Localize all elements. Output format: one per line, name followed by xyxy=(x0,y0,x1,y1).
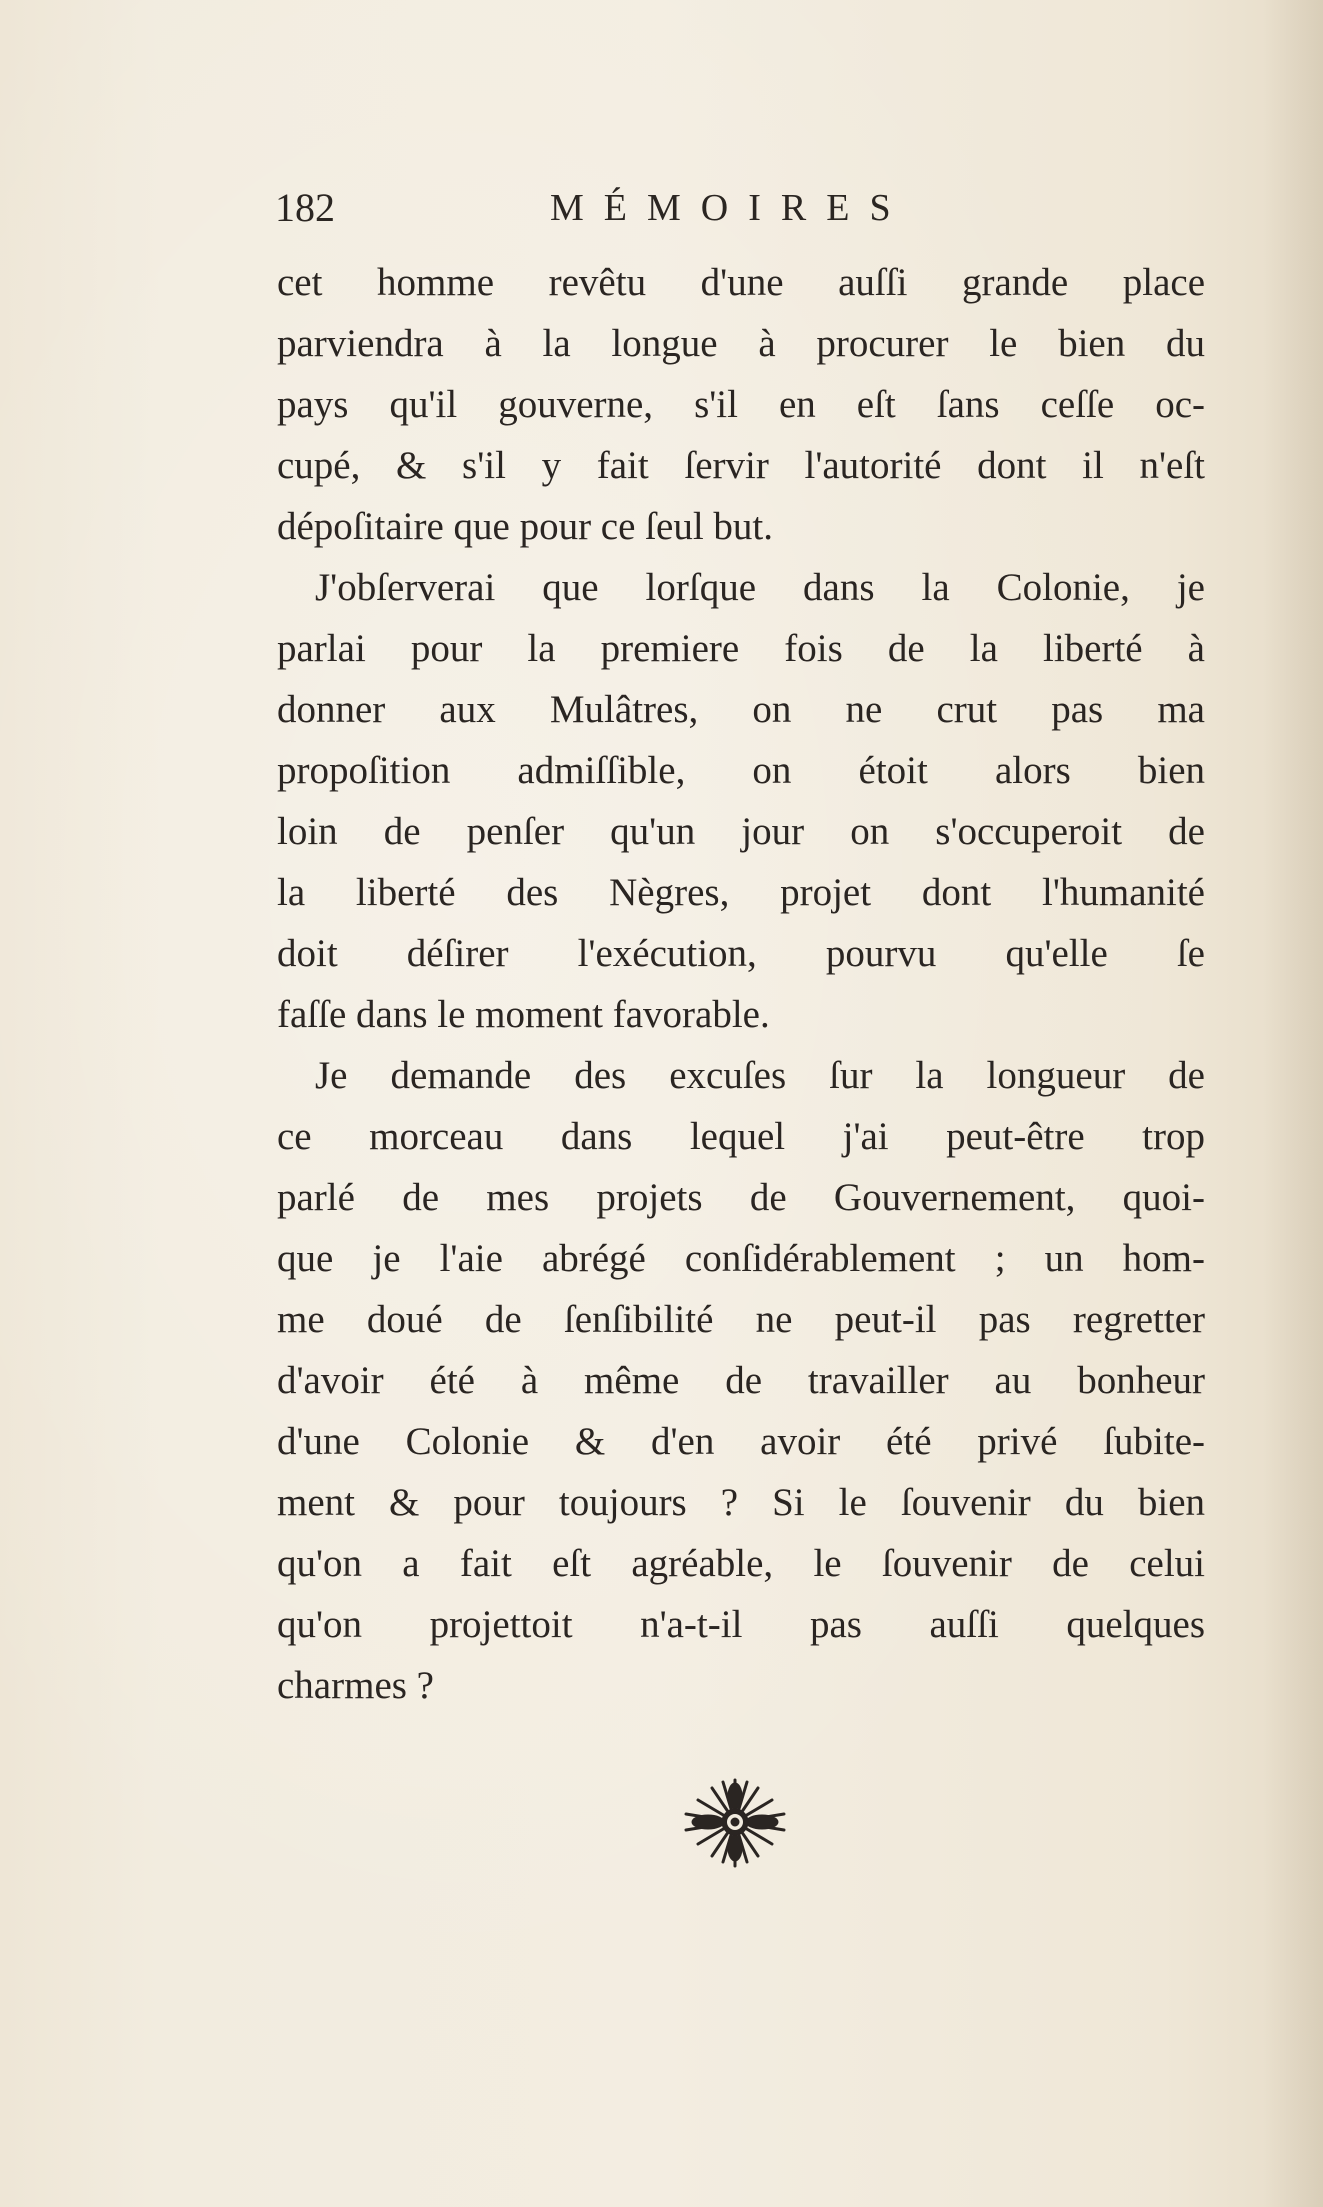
text-line: pays qu'il gouverne, s'il en eſt ſans ceſſe oc- xyxy=(277,383,1205,426)
text-line: qu'on a fait eſt agréable, le ſouvenir de celui xyxy=(277,1542,1205,1585)
body-text xyxy=(277,252,1205,1716)
floral-ornament-icon xyxy=(676,1772,794,1872)
text-line: parlai pour la premiere fois de la liberté à xyxy=(277,627,1205,670)
text-line: donner aux Mulâtres, on ne crut pas ma xyxy=(277,688,1205,731)
text-line: ment & pour toujours ? Si le ſouvenir du bien xyxy=(277,1481,1205,1524)
paragraph xyxy=(277,557,1205,1045)
text-line: la liberté des Nègres, projet dont l'humanité xyxy=(277,871,1205,914)
running-head xyxy=(275,178,975,238)
text-line: dépoſitaire que pour ce ſeul but. xyxy=(277,505,773,548)
header-title: MÉMOIRES xyxy=(550,187,911,229)
text-line: charmes ? xyxy=(277,1664,434,1707)
text-line: cupé, & s'il y fait ſervir l'autorité dont il n'eſt xyxy=(277,444,1205,487)
text-line: me doué de ſenſibilité ne peut-il pas regretter xyxy=(277,1298,1205,1341)
text-line: J'obſerverai que lorſque dans la Colonie, je xyxy=(315,566,1205,609)
text-line: doit déſirer l'exécution, pourvu qu'elle ſe xyxy=(277,932,1205,975)
text-line: propoſition admiſſible, on étoit alors bien xyxy=(277,749,1205,792)
paragraph xyxy=(277,252,1205,557)
page-number: 182 xyxy=(275,185,335,230)
text-line: loin de penſer qu'un jour on s'occuperoit de xyxy=(277,810,1205,853)
paragraph xyxy=(277,1045,1205,1716)
text-line: parlé de mes projets de Gouvernement, quoi- xyxy=(277,1176,1205,1219)
text-line: qu'on projettoit n'a-t-il pas auſſi quelques xyxy=(277,1603,1205,1646)
text-line: parviendra à la longue à procurer le bien du xyxy=(277,322,1205,365)
text-line: d'avoir été à même de travailler au bonheur xyxy=(277,1359,1205,1402)
text-line: ce morceau dans lequel j'ai peut-être trop xyxy=(277,1115,1205,1158)
floral-ornament-icon xyxy=(676,1772,794,1872)
text-line: Je demande des excuſes ſur la longueur de xyxy=(315,1054,1205,1097)
text-line: d'une Colonie & d'en avoir été privé ſubite- xyxy=(277,1420,1205,1463)
text-line: faſſe dans le moment favorable. xyxy=(277,993,770,1036)
text-line: cet homme revêtu d'une auſſi grande place xyxy=(277,261,1205,304)
text-line: que je l'aie abrégé conſidérablement ; un hom- xyxy=(277,1237,1205,1280)
